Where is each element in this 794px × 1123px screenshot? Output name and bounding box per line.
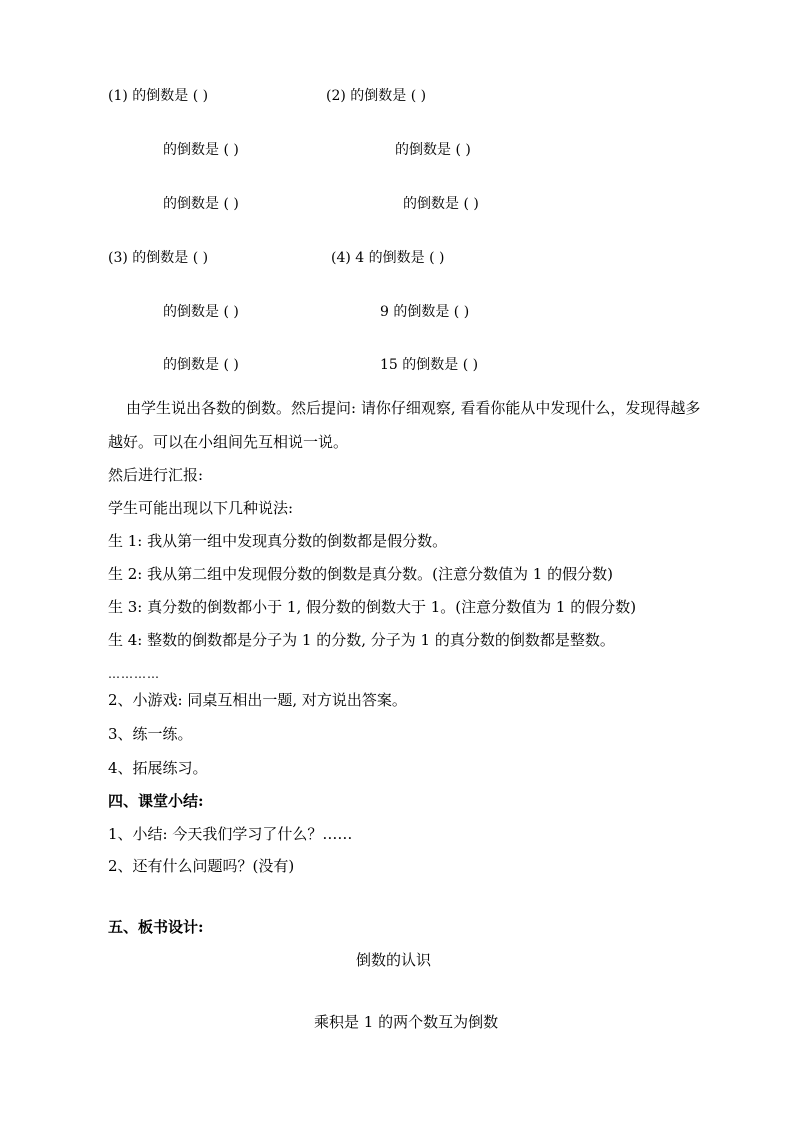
board-design-heading: 五、板书设计: bbox=[108, 918, 204, 936]
ellipsis-line: ………… bbox=[108, 667, 160, 681]
possible-answers-intro: 学生可能出现以下几种说法: bbox=[108, 499, 294, 517]
activity-item-2: 2、小游戏: 同桌互相出一题, 对方说出答案。 bbox=[108, 691, 407, 709]
exercise-2-line-3: 的倒数是 ( ) bbox=[403, 196, 479, 212]
summary-question-2: 2、还有什么问题吗？(没有) bbox=[108, 857, 295, 875]
summary-question-1: 1、小结: 今天我们学习了什么？…… bbox=[108, 825, 353, 843]
exercise-4-heading: (4) 4 的倒数是 ( ) bbox=[331, 250, 445, 266]
exercise-1-heading: (1) 的倒数是 ( ) bbox=[108, 88, 209, 104]
summary-heading: 四、课堂小结: bbox=[108, 792, 204, 810]
exercise-3-heading: (3) 的倒数是 ( ) bbox=[108, 250, 209, 266]
student-2-answer: 生 2: 我从第二组中发现假分数的倒数是真分数。(注意分数值为 1 的假分数) bbox=[108, 565, 613, 583]
exercise-4-line-2: 9 的倒数是 ( ) bbox=[380, 304, 470, 320]
exercise-2-heading: (2) 的倒数是 ( ) bbox=[326, 88, 427, 104]
student-1-answer: 生 1: 我从第一组中发现真分数的倒数都是假分数。 bbox=[108, 532, 448, 550]
exercise-3-line-2: 的倒数是 ( ) bbox=[163, 304, 239, 320]
student-3-answer: 生 3: 真分数的倒数都小于 1, 假分数的倒数大于 1。(注意分数值为 1 的假分数) bbox=[108, 598, 637, 616]
report-line: 然后进行汇报: bbox=[108, 466, 204, 484]
exercise-1-line-2: 的倒数是 ( ) bbox=[163, 142, 239, 158]
paragraph-question-line-2: 越好。可以在小组间先互相说一说。 bbox=[108, 433, 349, 451]
activity-item-4: 4、拓展练习。 bbox=[108, 759, 208, 777]
paragraph-question-line-1: 由学生说出各数的倒数。然后提问: 请你仔细观察, 看看你能从中发现什么，发现得越多 bbox=[126, 399, 701, 417]
exercise-3-line-3: 的倒数是 ( ) bbox=[163, 357, 239, 373]
activity-item-3: 3、练一练。 bbox=[108, 725, 193, 743]
board-rule: 乘积是 1 的两个数互为倒数 bbox=[314, 1013, 499, 1031]
exercise-1-line-3: 的倒数是 ( ) bbox=[163, 196, 239, 212]
student-4-answer: 生 4: 整数的倒数都是分子为 1 的分数, 分子为 1 的真分数的倒数都是整数。 bbox=[108, 631, 615, 649]
board-title: 倒数的认识 bbox=[356, 951, 432, 969]
exercise-2-line-2: 的倒数是 ( ) bbox=[395, 142, 471, 158]
exercise-4-line-3: 15 的倒数是 ( ) bbox=[380, 357, 479, 373]
